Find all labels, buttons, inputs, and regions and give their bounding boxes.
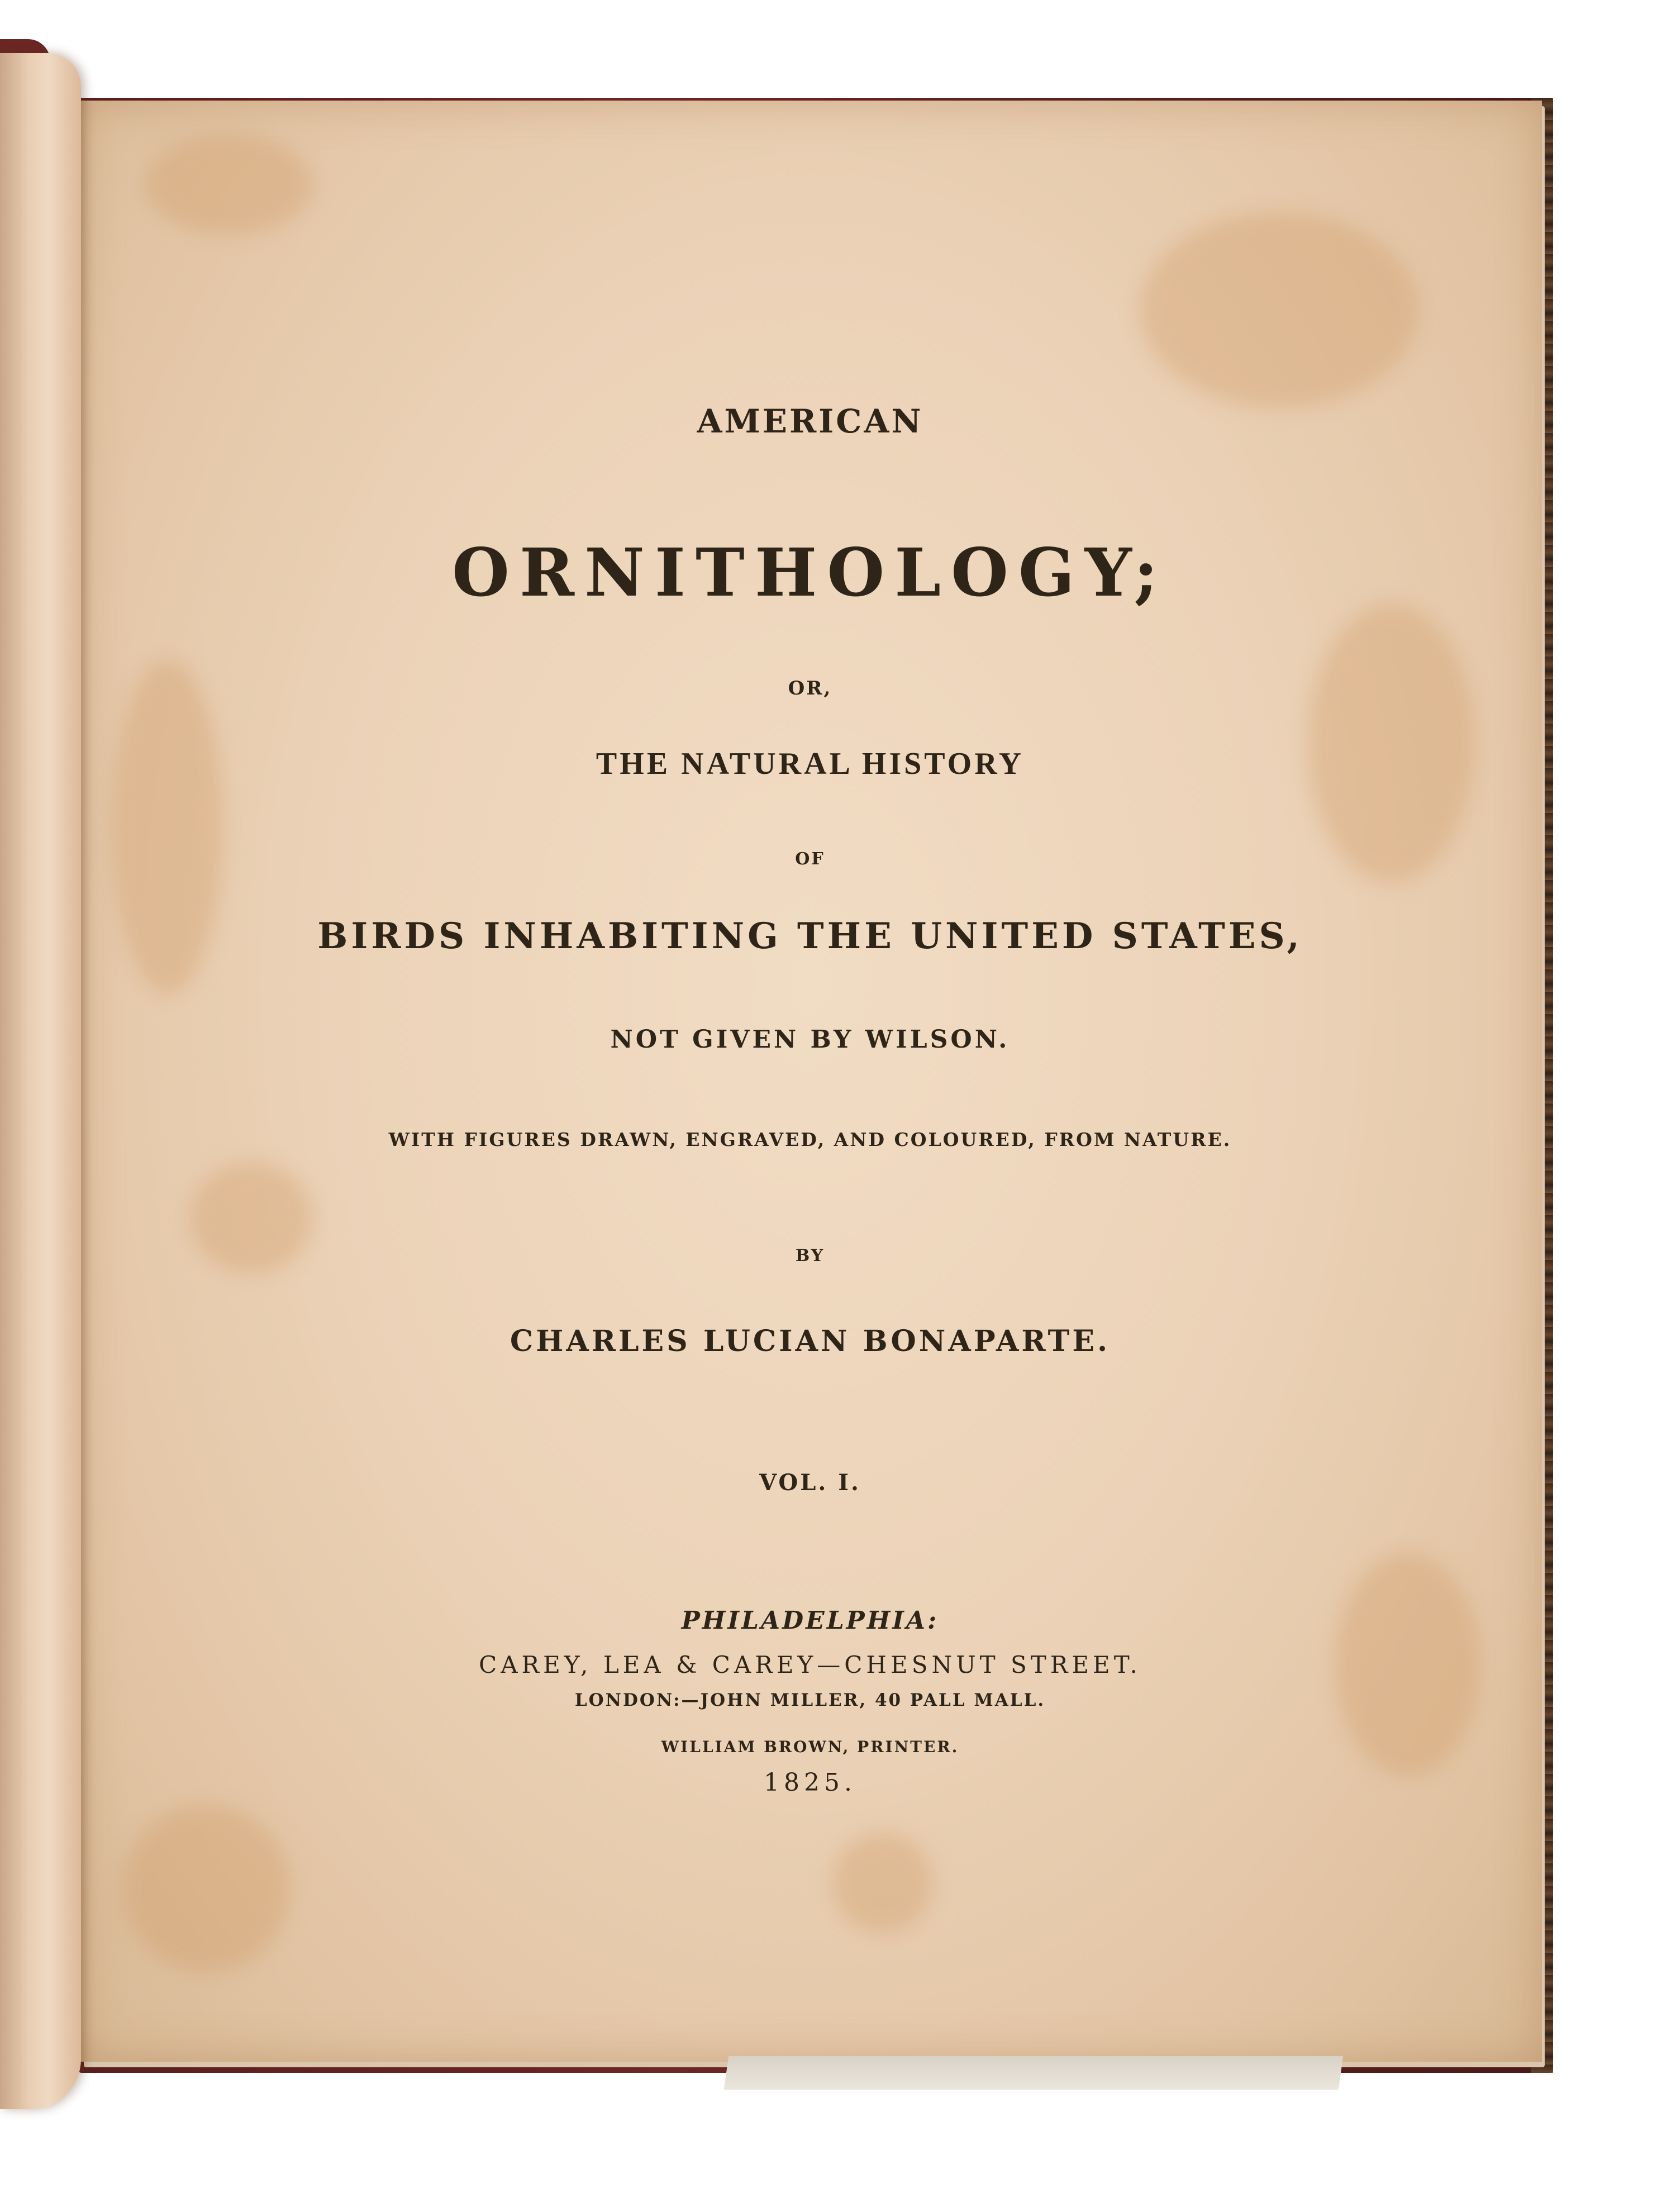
author-name: CHARLES LUCIAN BONAPARTE. [510,1324,1111,1358]
subtitle-natural-history: THE NATURAL HISTORY [596,746,1025,781]
imprint-year: 1825. [764,1768,856,1797]
title-line-american: AMERICAN [697,402,923,440]
imprint-publisher: CAREY, LEA & CAREY—CHESNUT STREET. [479,1651,1141,1678]
flyleaf-curl [0,53,81,2109]
title-line-of: OF [795,849,825,869]
title-line-or: OR, [788,677,832,700]
imprint-printer: WILLIAM BROWN, PRINTER. [661,1738,959,1756]
subtitle-not-given: NOT GIVEN BY WILSON. [610,1025,1010,1054]
title-line-by: BY [795,1246,825,1266]
imprint-city: PHILADELPHIA: [681,1606,939,1635]
paper-slip [724,2056,1343,2090]
volume-number: VOL. I. [759,1469,861,1496]
main-title: ORNITHOLOGY; [452,534,1168,611]
imprint-london: LONDON:—JOHN MILLER, 40 PALL MALL. [574,1690,1046,1710]
subtitle-figures: WITH FIGURES DRAWN, ENGRAVED, AND COLOURED, FROM NATURE. [388,1129,1232,1150]
title-page [78,101,1542,2062]
subtitle-birds: BIRDS INHABITING THE UNITED STATES, [317,915,1303,957]
